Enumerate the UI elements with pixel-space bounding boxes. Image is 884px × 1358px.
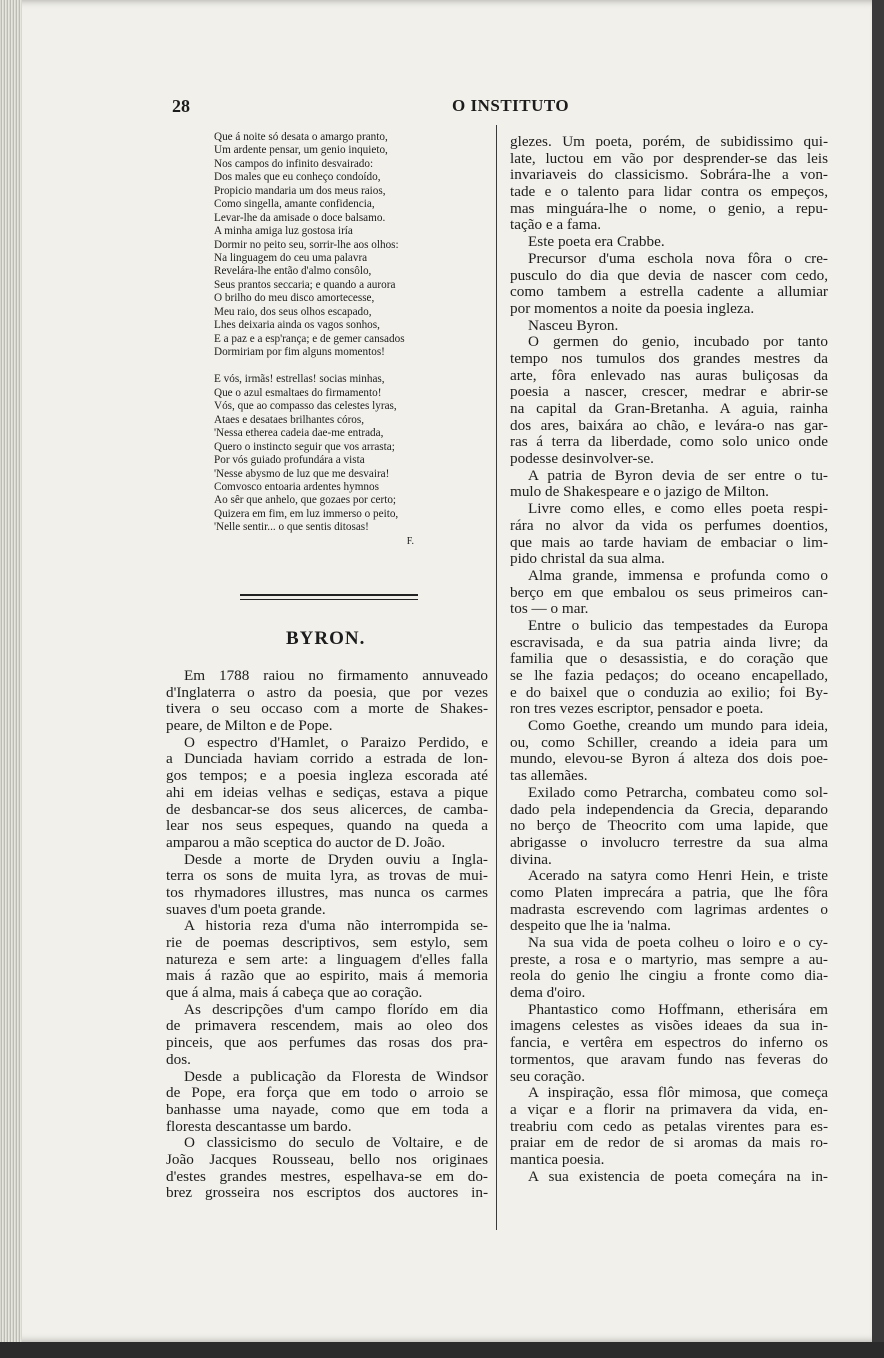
poem-line: Um ardente pensar, um genio inquieto, xyxy=(214,144,388,157)
text-line: ron tres vezes escriptor, pensador e poeta. xyxy=(510,700,764,718)
text-line: madrasta escrevendo com lagrimas ardentes o xyxy=(510,900,828,918)
text-line: Alma grande, immensa e profunda como o xyxy=(528,566,828,584)
text-line: fancia, e vertêra em espectros do inferno os xyxy=(510,1034,828,1052)
poem-line: Meu raio, dos seus olhos escapado, xyxy=(214,305,372,318)
text-line: arte, fôra enlevado nas auras buliçosas da xyxy=(510,366,828,384)
text-line: se lhe fazia pedaços; do oceano encapellado, xyxy=(510,667,828,684)
text-line: berço em que embalou os seus primeiros can- xyxy=(510,583,828,601)
text-line: dos ares, baixára ao chão, e levára-o nas gar- xyxy=(510,416,828,434)
page-number: 28 xyxy=(172,96,190,116)
text-line: tempo nos tumulos dos grandes mestres da xyxy=(510,349,828,367)
text-line: que á alma, mais á cabeça que ao coração. xyxy=(166,984,423,1002)
text-line: de Pope, era força que em todo o arroio se xyxy=(166,1084,488,1102)
text-line: late, luctou em vão por desprender-se das leis xyxy=(510,149,828,167)
text-line: O germen do genio, incubado por tanto xyxy=(528,333,828,351)
text-line: a viçar e a florir na primavera da vida, en- xyxy=(510,1100,828,1118)
text-line: floresta descantasse um bardo. xyxy=(166,1117,352,1135)
poem-line: Vós, que ao compasso das celestes lyras, xyxy=(214,400,397,413)
text-line: dado pela independencia da Grecia, deparando xyxy=(510,800,828,818)
poem-line: Revelára-lhe então d'almo consôlo, xyxy=(214,265,372,278)
text-line: podesse desinvolver-se. xyxy=(510,450,654,468)
text-line: de primavera rescendem, mais ao oleo dos xyxy=(166,1017,488,1035)
text-line: tação e a fama. xyxy=(510,216,602,234)
poem-line: Que o azul esmaltaes do firmamento! xyxy=(214,386,382,399)
text-line: mais á razão que ao espirito, mais á memoria xyxy=(166,967,488,985)
text-line: tivera o seu occaso com a morte de Shakes- xyxy=(166,700,488,718)
poem-line: Levar-lhe da amisade o doce balsamo. xyxy=(214,211,386,224)
text-line: amparou a mão sceptica do auctor de D. João. xyxy=(166,833,446,851)
text-line: abrigasse o involucro terrestre da sua alma xyxy=(510,833,828,851)
poem-line: Comvosco entoaria ardentes hymnos xyxy=(214,480,379,493)
poem-line: E vós, irmãs! estrellas! socias minhas, xyxy=(214,373,385,386)
poem-line: Lhes deixaria ainda os vagos sonhos, xyxy=(214,319,380,332)
poem-stanza-1 xyxy=(214,131,484,359)
text-line: pusculo do dia que devia de nascer com cedo, xyxy=(510,266,828,284)
poem-line: Nos campos do infinito desvairado: xyxy=(214,157,374,170)
text-line: treabriu com cedo as petalas virentes para es- xyxy=(510,1117,828,1135)
text-line: tormentos, que aravam fundo nas feveras do xyxy=(510,1050,828,1068)
text-line: familia que o desassistia, e do coração que xyxy=(510,650,828,668)
text-line: O classicismo do seculo de Voltaire, e de xyxy=(184,1134,488,1152)
text-line: que mais ao tarde haviam de embaciar o lim- xyxy=(510,533,828,551)
poem-line: Na linguagem do ceu uma palavra xyxy=(214,251,368,264)
text-line: imagens celestes as visões ideaes da sua in- xyxy=(510,1017,828,1035)
text-line: Na sua vida de poeta colheu o loiro e o cy- xyxy=(528,934,828,951)
text-line: natureza e sem arte: a linguagem d'elles falla xyxy=(166,950,488,968)
poem-line: 'Nelle sentir... o que sentis ditosas! xyxy=(214,521,369,534)
text-line: reola do genio lhe cingiu a fronte como dia- xyxy=(510,967,828,985)
poem-line: Dos males que eu conheço condoído, xyxy=(214,171,381,184)
text-line: Este poeta era Crabbe. xyxy=(528,233,665,251)
text-line: preste, a rosa e o martyrio, mas sempre a au- xyxy=(510,950,828,968)
text-line: como tambem a estrella cadente a allumiar xyxy=(510,283,828,301)
text-line: Nasceu Byron. xyxy=(528,316,619,334)
section-divider-rule xyxy=(240,594,418,600)
text-line: A sua existencia de poeta começára na in- xyxy=(528,1167,828,1185)
poem-line: E a paz e a esp'rança; e de gemer cansados xyxy=(214,332,405,345)
text-line: suaves d'um poeta grande. xyxy=(166,900,326,918)
text-line: invariaveis do classicismo. Sobrára-lhe a von- xyxy=(510,166,828,184)
text-line: João Jacques Rousseau, bello nos originaes xyxy=(166,1150,488,1168)
text-line: A patria de Byron devia de ser entre o tu- xyxy=(528,466,828,484)
text-line: Phantastico como Hoffmann, etherisára em xyxy=(528,1000,828,1018)
poem-line: Por vós guiado profundára a vista xyxy=(214,454,365,467)
poem-line: 'Nesse abysmo de luz que me desvaira! xyxy=(214,467,390,480)
text-line: de desbancar-se dos seus alicerces, de camba- xyxy=(166,800,488,818)
text-line: O espectro d'Hamlet, o Paraizo Perdido, e xyxy=(184,733,488,751)
poem-line: Ao sêr que anhelo, que gozaes por certo; xyxy=(214,494,397,507)
text-line: na capital da Gran-Bretanha. A aguia, rainha xyxy=(510,400,828,417)
text-line: mundo, elevou-se Byron á alteza dos dois poe- xyxy=(510,750,828,768)
text-line: d'estes grandes mestres, espelhava-se em do- xyxy=(166,1167,488,1185)
poem-line: Ataes e desataes brilhantes córos, xyxy=(214,413,365,426)
text-line: tos — o mar. xyxy=(510,600,589,618)
poem-line: A minha amiga luz gostosa iría xyxy=(214,225,353,238)
article-right-column xyxy=(510,134,828,1185)
poem-line: Como singella, amante confidencia, xyxy=(214,198,375,211)
text-line: peare, de Milton e de Pope. xyxy=(166,717,333,735)
text-line: por momentos a noite da poesia ingleza. xyxy=(510,299,755,317)
text-line: ras á terra da liberdade, como solo unico onde xyxy=(510,433,828,451)
text-line: As descripções d'um campo florído em dia xyxy=(184,1000,488,1018)
poem-stanza-2 xyxy=(214,373,484,534)
text-line: poesia a nascer, crescer, medrar e abrir-se xyxy=(510,383,828,401)
text-line: pinceis, que aos perfumes das rosas dos pra- xyxy=(166,1034,488,1052)
text-line: tos rhymadores illustres, mas nunca os carmes xyxy=(166,883,488,901)
text-line: no berço de Theocrito com uma lapide, que xyxy=(510,817,828,835)
text-line: dema d'oiro. xyxy=(510,984,586,1002)
running-title: O INSTITUTO xyxy=(452,96,570,115)
text-line: como Platen imprecára a patria, que lhe fôra xyxy=(510,883,828,901)
text-line: d'Inglaterra o astro da poesia, que por vezes xyxy=(166,683,488,701)
text-line: e do baixel que o conduzia ao exilio; foi By- xyxy=(510,683,828,701)
text-line: mantica poesia. xyxy=(510,1150,605,1168)
text-line: seu coração. xyxy=(510,1067,586,1085)
article-left-column xyxy=(166,668,488,1202)
poem xyxy=(214,131,484,548)
text-line: Desde a morte de Dryden ouviu a Ingla- xyxy=(184,850,488,868)
text-line: escravisada, e da sua patria ainda livre; da xyxy=(510,633,828,651)
poem-line: Dormiriam por fim alguns momentos! xyxy=(214,346,385,358)
poem-line: Quero o instincto seguir que vos arrasta; xyxy=(214,440,395,453)
text-line: Como Goethe, creando um mundo para ideia, xyxy=(528,717,828,735)
text-line: Exilado como Petrarcha, combateu como sol- xyxy=(528,783,828,801)
text-line: Em 1788 raiou no firmamento annuveado xyxy=(184,667,488,684)
poem-line: Que á noite só desata o amargo pranto, xyxy=(214,131,388,143)
section-title: BYRON. xyxy=(286,628,366,649)
text-line: a Dunciada haviam corrido a estrada de lon- xyxy=(166,750,488,768)
page-header xyxy=(172,96,832,118)
scan-bottom-edge xyxy=(0,1342,884,1358)
text-line: Desde a publicação da Floresta de Windsor xyxy=(184,1067,488,1085)
poem-line: 'Nessa etherea cadeia dae-me entrada, xyxy=(214,427,384,440)
text-line: Acerado na satyra como Henri Hein, e triste xyxy=(528,867,828,885)
text-line: tade e o talento para lidar contra os empeços, xyxy=(510,183,828,201)
book-spine-edge xyxy=(0,0,22,1342)
poem-signature: F. xyxy=(406,535,414,547)
poem-line: Quizera em fim, em luz immerso o peito, xyxy=(214,507,399,520)
poem-line: Dormir no peito seu, sorrir-lhe aos olhos: xyxy=(214,238,399,251)
text-line: ou, como Schiller, creando a ideia para um xyxy=(510,733,828,751)
text-line: banhasse uma nayade, como que em toda a xyxy=(166,1100,488,1118)
text-line: praiar em de redor de si aromas da mais ro- xyxy=(510,1134,828,1152)
text-line: tas allemães. xyxy=(510,767,588,785)
stanza-gap xyxy=(214,359,484,373)
text-line: brez grosseira nos escriptos dos auctores in- xyxy=(166,1184,488,1202)
text-line: Livre como elles, e como elles poeta respi- xyxy=(528,500,828,518)
text-line: divina. xyxy=(510,850,552,868)
text-line: dos. xyxy=(166,1050,191,1068)
text-line: gos tempos; e a poesia ingleza escorada até xyxy=(166,767,488,785)
text-line: despeito que lhe ia 'nalma. xyxy=(510,917,671,935)
text-line: ahi em ideias velhas e sediças, estava a pique xyxy=(166,783,488,801)
text-line: glezes. Um poeta, porém, de subidissimo qui- xyxy=(510,133,828,150)
poem-line: O brilho do meu disco amortecesse, xyxy=(214,292,375,305)
column-divider xyxy=(496,125,497,1230)
poem-line: Seus prantos seccaria; e quando a aurora xyxy=(214,278,396,291)
text-line: terra os sons de muita lyra, as trovas de mui- xyxy=(166,867,488,885)
poem-line: Propicio mandaria um dos meus raios, xyxy=(214,184,386,197)
text-line: lear nos seus espeques, quando na queda a xyxy=(166,817,488,835)
text-line: rie de poemas descriptivos, sem estylo, sem xyxy=(166,934,488,951)
text-line: mas minguára-lhe o nome, o genio, a repu- xyxy=(510,199,828,217)
text-line: Precursor d'uma eschola nova fôra o cre- xyxy=(528,249,828,267)
text-line: mulo de Shakespeare e o jazigo de Milton. xyxy=(510,483,769,501)
text-line: rára no alvor da vida os perfumes doentios, xyxy=(510,516,828,534)
text-line: Entre o bulicio das tempestades da Europa xyxy=(528,616,828,634)
text-line: A historia reza d'uma não interrompida se- xyxy=(184,917,488,935)
text-line: A inspiração, essa flôr mimosa, que começa xyxy=(528,1084,828,1102)
text-line: pido christal da sua alma. xyxy=(510,550,665,568)
